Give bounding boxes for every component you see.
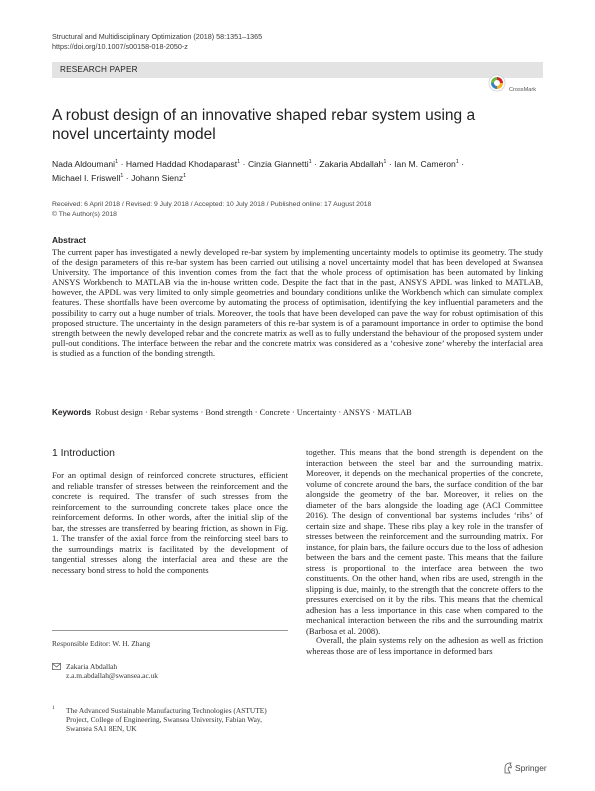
author-list	[52, 156, 522, 185]
intro-paragraph-right: together. This means that the bond strength is dependent on the interaction between the steel bar and the surrounding matrix. Moreover, it depends on the mechanical properties of the concrete, volume of concrete around the bars, the surface condition of the bar alongside the geometry of the bar. Moreover, it relies on the diameter of the bars alongside the loading age (ACI Committee 2016). The design of conventional bar systems includes ‘ribs’ of certain size and shape. These ribs play a key role in the transfer of stresses between the reinforcement and the surrounding matrix. For instance, for plain bars, the failure occurs due to the loss of adhesion between the bars and the cement paste. This means that the failure stress is proportional to the interface area between the two constituents. On the other hand, when ribs are used, strength in the slipping is due, mainly, to the strength that the concrete offers to the pressures exercised on it by the ribs. This means that the chemical adhesion has a less importance in this case when compared to the mechanical interaction between the ribs and the surrounding matrix (Barbosa et al. 2008).	[306, 447, 543, 636]
copyright-line: © The Author(s) 2018	[52, 210, 117, 218]
dates-line: Received: 6 April 2018 / Revised: 9 July 2018 / Accepted: 10 July 2018 / Published online: 17 August 2018	[52, 201, 372, 208]
author-affiliation: 1	[308, 159, 312, 165]
intro-paragraph-overall: Overall, the plain systems rely on the adhesion as well as friction whereas those are of less importance in deformed bars	[306, 635, 543, 656]
right-column	[306, 448, 543, 656]
author-name[interactable]: Hamed Haddad Khodaparast	[125, 158, 238, 169]
abstract-text: The current paper has investigated a newly developed re-bar system by implementing uncertainty models to optimise its geometry. The study of the design parameters of this re-bar system has been carried out utilising a novel uncertainty model that has been developed at Swansea University. The importance of this invention comes from the fact that the whole process of optimisation has been automated by linking ANSYS Workbench to MATLAB via the in-house written code. Despite the fact that in the past, ANSYS APDL was linked to MATLAB, however, the APDL was very limited to only simple geometries and boundary conditions unlike the Workbench which can simulate complex features. These shortfalls have been overcome by automating the process of optimisation, identifying the key influential parameters and the possibility to carry out a huge number of trials. Moreover, the tools that have been developed can pave the way for robust optimisation of this proposed structure. The uncertainty in the design parameters of this re-bar system is of a paramount importance in order to optimise the bond strength between the newly developed rebar and the concrete matrix as well as to fully understand the behaviour of the proposed system under pull-out conditions. The interface between the rebar and the concrete matrix was considered as a ‘cohesive zone’ whereby the interfacial area is studied as a function of the bonding strength.	[52, 247, 543, 358]
journal-header	[52, 32, 262, 52]
author-name[interactable]: Nada Aldoumani	[52, 158, 116, 169]
author-name[interactable]: Johann Sienz	[131, 173, 184, 184]
author-affiliation: 1	[183, 173, 187, 180]
author-name[interactable]: Ian M. Cameron	[394, 158, 456, 169]
author-separator: ·	[458, 158, 465, 169]
author-affiliation: 1	[115, 159, 119, 165]
abstract-heading: Abstract	[52, 235, 86, 245]
author-separator: ·	[240, 158, 248, 169]
keywords-label: Keywords	[52, 408, 92, 417]
publication-dates	[52, 200, 371, 219]
publisher-logo	[503, 762, 553, 776]
author-affiliation: 1	[237, 159, 241, 165]
article-type-label: RESEARCH PAPER	[60, 65, 138, 74]
corresponding-author-email[interactable]: z.a.m.abdallah@swansea.ac.uk	[66, 671, 158, 681]
responsible-editor: Responsible Editor: W. H. Zhang	[52, 639, 151, 648]
section-heading-introduction: 1 Introduction	[52, 448, 115, 459]
crossmark-badge[interactable]	[488, 74, 548, 104]
affiliation-text: The Advanced Sustainable Manufacturing Technologies (ASTUTE) Project, College of Engineering, Swansea University, Fabian Way, Swansea SA1 8EN, UK	[66, 706, 267, 734]
envelope-icon	[52, 663, 61, 670]
corresponding-author-name: Zakaria Abdallah	[66, 662, 118, 671]
article-type-banner	[52, 62, 543, 78]
author-name[interactable]: Michael I. Friswell	[52, 173, 121, 184]
journal-citation: Structural and Multidisciplinary Optimization (2018) 58:1351–1365	[52, 32, 263, 41]
springer-horse-icon	[503, 762, 513, 774]
author-separator: ·	[118, 158, 126, 169]
author-affiliation: 1	[455, 159, 459, 165]
author-affiliation: 1	[120, 173, 124, 180]
author-name[interactable]: Cinzia Giannetti	[247, 158, 309, 169]
author-separator: ·	[123, 173, 132, 184]
left-column	[52, 448, 288, 575]
article-title: A robust design of an innovative shaped rebar system using a novel uncertainty model	[52, 107, 476, 143]
crossmark-icon	[488, 74, 506, 92]
author-separator: ·	[386, 158, 395, 169]
crossmark-label: CrossMark	[509, 87, 537, 93]
keywords	[52, 408, 543, 417]
doi-link[interactable]: https://doi.org/10.1007/s00158-018-2050-z	[52, 42, 188, 51]
affiliation-number: 1	[52, 705, 55, 711]
keywords-list: Robust design · Rebar systems · Bond strength · Concrete · Uncertainty · ANSYS · MATLAB	[95, 408, 412, 417]
footnote-divider	[52, 630, 288, 631]
author-affiliation: 1	[383, 159, 387, 165]
author-name[interactable]: Zakaria Abdallah	[319, 158, 384, 169]
publisher-name: Springer	[515, 763, 547, 773]
intro-paragraph-left: For an optimal design of reinforced concrete structures, efficient and reliable transfer of stresses between the reinforcement and the concrete is required. The transfer of such stresses from the reinforcement to the surrounding concrete takes place once the reinforcement deforms. In other words, after the initial slip of the bar, the stresses are transferred by bearing friction, as shown in Fig. 1. The transfer of the axial force from the reinforcing steel bars to the surroundings matrix is facilitated by the development of tangential stresses along the interfacial area and these are the necessary bond stress to hold the components	[52, 470, 288, 575]
author-separator: ·	[311, 158, 320, 169]
